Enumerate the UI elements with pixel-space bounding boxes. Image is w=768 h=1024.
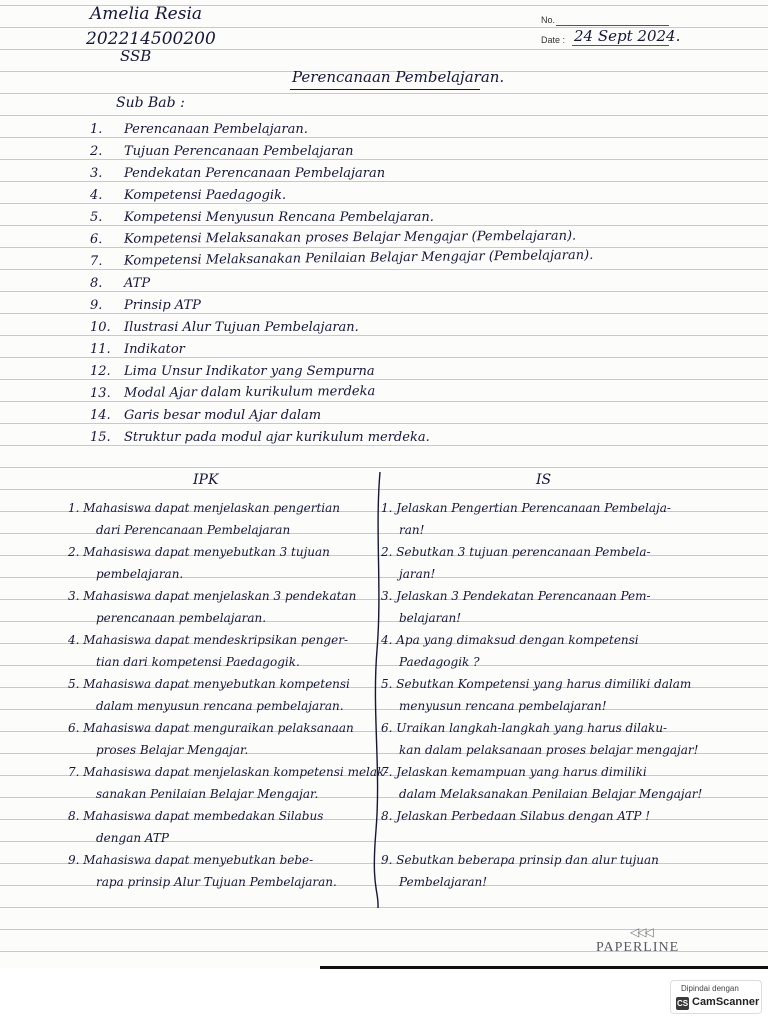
ipk-line: 5. Mahasiswa dapat menyebutkan kompetensi [68,677,350,691]
subbab-item [90,276,150,291]
subbab-item-text: Indikator [124,342,185,357]
subbab-item [90,320,359,335]
subbab-item-text: Modal Ajar dalam kurikulum merdeka [123,384,376,401]
subbab-item-text: Kompetensi Paedagogik. [124,188,287,203]
subbab-item-number: 4. [90,188,103,203]
is-line: 7. Jelaskan kemampuan yang harus dimiliki [381,765,647,779]
ipk-header: IPK [193,472,219,488]
subbab-item-number: 8. [90,276,103,291]
student-class: SSB [120,47,152,65]
ipk-cell [68,673,350,717]
page-bottom-edge [320,966,768,969]
student-id: 202214500200 [86,29,216,49]
is-line: 4. Apa yang dimaksud dengan kompetensi [381,633,639,647]
ipk-line: perencanaan pembelajaran. [96,611,267,625]
subbab-item-number: 9. [90,298,103,313]
subbab-item-number: 10. [90,320,111,335]
ipk-line: sanakan Penilaian Belajar Mengajar. [96,787,319,801]
ipk-line: dari Perencanaan Pembelajaran [96,523,291,537]
paperline-brand: PAPERLINE [596,940,680,955]
ipk-line: dalam menyusun rencana pembelajaran. [96,699,344,713]
title-underline [290,89,480,90]
is-line: menyusun rencana pembelajaran! [399,699,607,713]
is-line: 6. Uraikan langkah-langkah yang harus dilaku- [381,721,668,735]
is-cell [381,717,698,761]
subbab-item-text: Ilustrasi Alur Tujuan Pembelajaran. [124,320,359,335]
is-header: IS [536,472,552,488]
ipk-cell [68,541,330,585]
subbab-item-number: 14. [90,408,111,423]
subbab-item-number: 2. [90,144,103,159]
ipk-cell [68,717,354,761]
subbab-item [90,364,375,379]
ipk-cell [68,761,388,805]
ipk-cell [68,629,348,673]
subbab-item-text: ATP [124,276,151,291]
subbab-item-text: Kompetensi Menyusun Rencana Pembelajaran. [124,210,434,225]
is-line: 1. Jelaskan Pengertian Perencanaan Pembelaja- [381,501,671,515]
ipk-line: 6. Mahasiswa dapat menguraikan pelaksanaan [68,721,354,735]
is-line: 3. Jelaskan 3 Pendekatan Perencanaan Pem- [381,589,651,603]
subbab-item-number: 15. [90,430,111,445]
ipk-line: 7. Mahasiswa dapat menjelaskan kompetensi melak- [68,765,389,779]
subbab-item-number: 12. [90,364,111,379]
ipk-cell [68,849,337,893]
subbab-item [90,430,430,445]
is-line: kan dalam pelaksanaan proses belajar mengajar! [399,743,699,757]
subbab-item [90,144,353,159]
scanned-with-label: Dipindai dengan [681,984,739,993]
camscanner-brand: CamScanner [692,996,760,1008]
ipk-line: proses Belajar Mengajar. [96,743,249,757]
is-line: 2. Sebutkan 3 tujuan perencanaan Pembela- [381,545,651,559]
subbab-item-text: Prinsip ATP [124,298,201,313]
subbab-item [90,188,286,203]
subbab-item-number: 1. [90,122,103,137]
is-line: ran! [399,523,425,537]
date-value: 24 Sept 2024. [574,27,681,45]
is-line: jaran! [399,567,436,581]
subbab-item [90,210,434,225]
is-line: 5. Sebutkan Kompetensi yang harus dimiliki dalam [381,677,692,691]
ipk-cell [68,497,340,541]
is-cell [381,673,691,717]
ipk-cell [68,585,356,629]
subbab-item-text: Kompetensi Melaksanakan Penilaian Belajar Mengajar (Pembelajaran). [123,247,594,269]
no-label: No. [541,15,556,25]
subbab-item-text: Kompetensi Melaksanakan proses Belajar Mengajar (Pembelajaran). [123,228,577,247]
ipk-line: tian dari kompetensi Paedagogik. [96,655,300,669]
subbab-item-text: Struktur pada modul ajar kurikulum merdeka. [124,430,430,445]
subbab-item-number: 3. [90,166,103,181]
ipk-cell [68,805,323,849]
subbab-item-number: 7. [89,253,103,269]
is-line: 9. Sebutkan beberapa prinsip dan alur tujuan [381,853,659,867]
subbab-item-number: 6. [89,231,103,247]
subbab-item-text: Tujuan Perencanaan Pembelajaran [124,144,354,159]
ipk-line: pembelajaran. [96,567,184,581]
subbab-item-text: Pendekatan Perencanaan Pembelajaran [124,166,386,181]
ipk-line: dengan ATP [96,831,169,845]
ipk-line: rapa prinsip Alur Tujuan Pembelajaran. [96,875,337,889]
camscanner-badge [670,980,762,1014]
subbab-item [90,122,308,137]
ipk-line: 4. Mahasiswa dapat mendeskripsikan penger- [68,633,349,647]
page-title: Perencanaan Pembelajaran. [292,68,505,86]
ipk-line: 2. Mahasiswa dapat menyebutkan 3 tujuan [68,545,330,559]
subbab-item-number: 13. [89,385,111,401]
subbab-item [90,298,201,313]
is-cell [381,585,651,629]
ipk-line: 1. Mahasiswa dapat menjelaskan pengertian [68,501,341,515]
subbab-item-text: Lima Unsur Indikator yang Sempurna [124,364,375,379]
is-line: dalam Melaksanakan Penilaian Belajar Mengajar! [399,787,703,801]
subbab-item-number: 5. [90,210,103,225]
subbab-item-number: 11. [90,342,111,357]
subbab-item [90,408,321,423]
subbab-item-text: Garis besar modul Ajar dalam [124,408,322,423]
ipk-line: 9. Mahasiswa dapat menyebutkan bebe- [68,853,314,867]
is-line: Paedagogik ? [399,655,480,669]
is-cell [381,849,659,893]
subbab-item [90,384,375,401]
subbab-item [90,166,385,181]
no-line [556,25,669,26]
date-label: Date : [541,35,566,45]
is-cell [381,541,651,585]
is-line: 8. Jelaskan Perbedaan Silabus dengan ATP ! [381,809,651,823]
subbab-item-text: Perencanaan Pembelajaran. [124,122,308,137]
ipk-line: 3. Mahasiswa dapat menjelaskan 3 pendekatan [68,589,357,603]
subbab-label: Sub Bab : [116,95,185,111]
is-cell [381,805,650,827]
paperline-logo-icon: ◁◁◁ [630,925,652,939]
is-line: belajaran! [399,611,462,625]
is-cell [381,761,702,805]
subbab-item [90,342,185,357]
ipk-line: 8. Mahasiswa dapat membedakan Silabus [68,809,324,823]
is-line: Pembelajaran! [399,875,488,889]
student-name: Amelia Resia [90,4,203,24]
camscanner-icon: CS [676,999,689,1008]
is-cell [381,497,671,541]
is-cell [381,629,639,673]
date-line [572,45,669,46]
